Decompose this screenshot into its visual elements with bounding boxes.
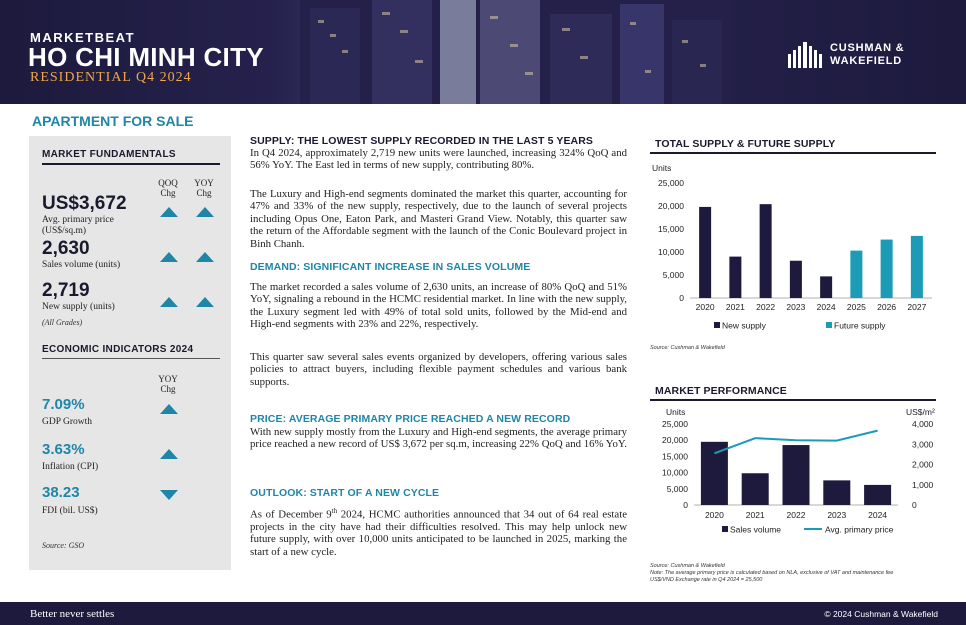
report-subtitle: RESIDENTIAL Q4 2024 xyxy=(30,70,192,85)
supply-chart-source: Source: Cushman & Wakefield xyxy=(650,345,725,351)
bar-sales-volume xyxy=(742,473,769,505)
fundamentals-heading: MARKET FUNDAMENTALS xyxy=(42,149,176,160)
logo-text-line1: CUSHMAN & xyxy=(830,42,905,54)
bar-sales-volume xyxy=(864,485,891,505)
cpi-up-arrow-icon xyxy=(160,449,178,459)
performance-chart xyxy=(650,404,940,544)
divider xyxy=(42,358,220,359)
divider xyxy=(650,399,936,401)
x-tick-label: 2027 xyxy=(907,302,927,312)
bar-new-supply xyxy=(729,257,741,298)
marketbeat-label: MARKETBEAT xyxy=(30,30,136,45)
supply-paragraph-1: In Q4 2024, approximately 2,719 new units were launched, increasing 324% QoQ and 56% YoY. The East led in terms of new supply, contributing 80%. xyxy=(250,147,627,172)
y-axis-label: Units xyxy=(666,407,686,417)
fdi-value: 38.23 xyxy=(42,484,80,501)
y-tick-label: 10,000 xyxy=(658,247,684,257)
outlook-superscript: th xyxy=(331,507,338,515)
yoy-column-header xyxy=(189,178,219,198)
yoy-label: YOY xyxy=(158,374,178,384)
performance-chart-notes xyxy=(650,563,893,584)
price-paragraph: With new supply mostly from the Luxury and High-end segments, the average primary price reached a new record of US$ 3,672 per sq.m, increasing 22% QoQ and 16% YoY. xyxy=(250,426,627,451)
y2-tick-label: 0 xyxy=(912,500,917,510)
legend-label: Sales volume xyxy=(730,524,782,535)
qoq-up-arrow-icon xyxy=(160,207,178,217)
avg-price-label-line1: Avg. primary price xyxy=(42,215,114,225)
legend-swatch-sales-volume xyxy=(722,526,728,532)
x-tick-label: 2020 xyxy=(695,302,715,312)
supply-chart-title: TOTAL SUPPLY & FUTURE SUPPLY xyxy=(655,138,836,150)
cpi-value: 3.63% xyxy=(42,441,85,458)
performance-chart-source: Source: Cushman & Wakefield xyxy=(650,563,725,569)
x-tick-label: 2021 xyxy=(725,302,745,312)
chg-label: Chg xyxy=(160,188,176,198)
x-tick-label: 2026 xyxy=(877,302,897,312)
supply-chart xyxy=(650,160,940,338)
new-supply-value: 2,719 xyxy=(42,280,90,301)
avg-price-label xyxy=(42,215,114,237)
y2-tick-label: 4,000 xyxy=(912,419,934,429)
bar-new-supply xyxy=(820,276,832,298)
y-tick-label: 0 xyxy=(679,293,684,303)
city-skyline-image xyxy=(300,0,730,104)
qoq-column-header xyxy=(153,178,183,198)
bar-new-supply xyxy=(699,207,711,298)
gdp-up-arrow-icon xyxy=(160,404,178,414)
logo-text-line2: WAKEFIELD xyxy=(830,55,902,67)
new-supply-label: New supply (units) xyxy=(42,302,115,312)
demand-heading: DEMAND: SIGNIFICANT INCREASE IN SALES VOLUME xyxy=(250,261,531,273)
legend-label: Future supply xyxy=(834,320,886,331)
y-tick-label: 20,000 xyxy=(658,201,684,211)
demand-paragraph-2: This quarter saw several sales events organized by developers, offering various sales policies to attract buyers, including flexible payment schedules and various bank supports. xyxy=(250,351,627,388)
supply-heading: SUPPLY: THE LOWEST SUPPLY RECORDED IN THE LAST 5 YEARS xyxy=(250,135,594,147)
gso-source: Source: GSO xyxy=(42,541,85,550)
y-tick-label: 15,000 xyxy=(658,224,684,234)
legend-swatch xyxy=(826,322,832,328)
legend-label: Avg. primary price xyxy=(825,524,894,535)
outlook-text-a: As of December 9 xyxy=(250,508,332,521)
y-tick-label: 10,000 xyxy=(662,467,688,478)
supply-paragraph-2: The Luxury and High-end segments dominated the market this quarter, accounting for 47% and 33% of the new supply, respectively, due to the launch of several projects including Opus One, Eaton Park, and Masteri Grand View. Notably, this quarter saw the return of the Affordable segment with the launch of the Conic Boulevard project in Binh Chanh. xyxy=(250,188,627,250)
city-title: HO CHI MINH CITY xyxy=(28,42,264,72)
x-tick-label: 2024 xyxy=(816,302,836,312)
y2-tick-label: 3,000 xyxy=(912,439,934,450)
footer-tagline: Better never settles xyxy=(30,608,115,620)
fdi-label: FDI (bil. US$) xyxy=(42,506,98,516)
qoq-up-arrow-icon xyxy=(160,297,178,307)
performance-chart-note-2: US$/VND Exchange rate in Q4 2024 = 25,500 xyxy=(650,577,763,583)
y-tick-label: 25,000 xyxy=(662,419,688,429)
footer-copyright: © 2024 Cushman & Wakefield xyxy=(824,609,938,619)
bar-new-supply xyxy=(790,261,802,298)
y2-axis-label: US$/m² xyxy=(906,407,935,417)
divider xyxy=(650,152,936,154)
sales-volume-label: Sales volume (units) xyxy=(42,260,121,270)
y2-tick-label: 2,000 xyxy=(912,459,934,470)
bar-sales-volume xyxy=(783,445,810,505)
y-tick-label: 0 xyxy=(683,500,688,510)
gdp-value: 7.09% xyxy=(42,396,85,413)
avg-price-value: US$3,672 xyxy=(42,193,127,214)
bar-future-supply xyxy=(850,251,862,298)
outlook-heading: OUTLOOK: START OF A NEW CYCLE xyxy=(250,487,440,499)
sales-volume-value: 2,630 xyxy=(42,238,90,259)
qoq-label: QOQ xyxy=(158,178,178,188)
divider xyxy=(42,163,220,165)
y-tick-label: 5,000 xyxy=(666,483,688,494)
bar-sales-volume xyxy=(701,442,728,505)
yoy-label: YOY xyxy=(194,178,214,188)
x-tick-label: 2025 xyxy=(846,302,866,312)
x-tick-label: 2020 xyxy=(704,510,724,520)
header-banner xyxy=(0,0,966,104)
cpi-label: Inflation (CPI) xyxy=(42,462,99,472)
bar-future-supply xyxy=(911,236,923,298)
qoq-up-arrow-icon xyxy=(160,252,178,262)
x-tick-label: 2021 xyxy=(745,510,765,520)
bar-new-supply xyxy=(760,204,772,298)
outlook-text-b: 2024, HCMC authorities announced that 34 out of 64 real estate projects in the city have had their difficulties resolved. This may help unlock new future supply, with over 10,000 units anticipated to be launched in 2025, marking the start of a new cycle. xyxy=(250,508,627,558)
market-fundamentals-panel xyxy=(29,136,231,570)
price-heading: PRICE: AVERAGE PRIMARY PRICE REACHED A NEW RECORD xyxy=(250,413,571,425)
y-tick-label: 20,000 xyxy=(662,435,688,446)
y-tick-label: 15,000 xyxy=(662,451,688,462)
all-grades-note: (All Grades) xyxy=(42,318,83,327)
y2-tick-label: 1,000 xyxy=(912,479,934,490)
footer-bar xyxy=(0,602,966,625)
yoy-up-arrow-icon xyxy=(196,297,214,307)
bar-sales-volume xyxy=(823,480,850,505)
legend-label: New supply xyxy=(722,320,766,331)
gdp-label: GDP Growth xyxy=(42,417,93,427)
bar-future-supply xyxy=(881,240,893,298)
yoy-column-header xyxy=(153,374,183,394)
section-title: APARTMENT FOR SALE xyxy=(32,113,194,129)
performance-chart-note-1: Note: The average primary price is calculated based on NLA, exclusive of VAT and maintenance fee xyxy=(650,570,894,576)
avg-price-label-line2: (US$/sq.m) xyxy=(42,226,87,236)
x-tick-label: 2022 xyxy=(786,510,806,520)
chg-label: Chg xyxy=(196,188,212,198)
y-tick-label: 25,000 xyxy=(658,178,684,188)
performance-chart-title: MARKET PERFORMANCE xyxy=(655,385,787,397)
outlook-paragraph xyxy=(250,505,627,558)
yoy-up-arrow-icon xyxy=(196,252,214,262)
legend-swatch xyxy=(714,322,720,328)
yoy-up-arrow-icon xyxy=(196,207,214,217)
x-tick-label: 2022 xyxy=(756,302,776,312)
x-tick-label: 2024 xyxy=(868,510,888,520)
x-tick-label: 2023 xyxy=(827,510,847,520)
x-tick-label: 2023 xyxy=(786,302,806,312)
y-tick-label: 5,000 xyxy=(662,270,684,280)
cushman-wakefield-logo-icon xyxy=(786,40,824,68)
y-axis-label: Units xyxy=(652,163,672,173)
fdi-down-arrow-icon xyxy=(160,490,178,500)
demand-paragraph-1: The market recorded a sales volume of 2,630 units, an increase of 80% QoQ and 51% YoY, signaling a rebound in the HCMC residential market. In line with the new supply, the Luxury segment led with 49% of total sold units, followed by the Mid-end and High-end segments with 23% and 22%, respectively. xyxy=(250,281,627,331)
economic-heading: ECONOMIC INDICATORS 2024 xyxy=(42,344,194,355)
chg-label: Chg xyxy=(160,384,176,394)
